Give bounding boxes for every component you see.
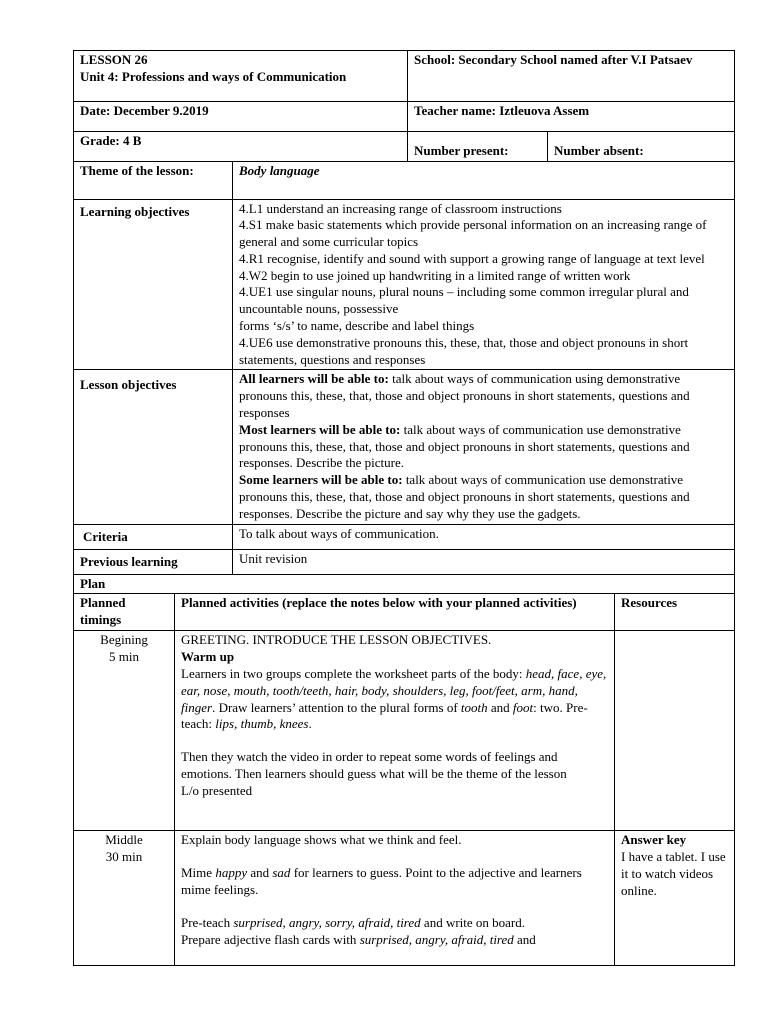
theme-label: Theme of the lesson: bbox=[80, 163, 194, 178]
absent-cell bbox=[548, 132, 735, 162]
theme-value-cell bbox=[233, 162, 735, 199]
prepare-text: Prepare adjective flash cards with surprised, angry, afraid, tired and bbox=[181, 931, 536, 947]
unit-title: Unit 4: Professions and ways of Communication bbox=[80, 68, 347, 84]
teacher-name: Teacher name: Iztleuova Assem bbox=[414, 103, 590, 118]
timings-header-label: Planned timings bbox=[80, 595, 126, 628]
objective-some bbox=[239, 472, 728, 522]
objective-all-heading: All learners will be able to: bbox=[239, 371, 389, 387]
theme-value: Body language bbox=[239, 163, 320, 178]
present-cell bbox=[408, 132, 548, 162]
learning-objective: 4.UE6 use demonstrative pronouns this, these, that, those and object pronouns in short statements, questions and responses bbox=[239, 334, 689, 367]
objective-some-heading: Some learners will be able to: bbox=[239, 472, 403, 488]
answer-key-heading: Answer key bbox=[621, 832, 687, 848]
warm-up-heading: Warm up bbox=[181, 649, 235, 665]
learning-objective: forms ‘s/s’ to name, describe and label things bbox=[239, 318, 475, 334]
objective-all bbox=[239, 371, 728, 421]
header-table bbox=[73, 50, 735, 162]
previous-learning-label-cell bbox=[74, 549, 233, 574]
resources-header-label: Resources bbox=[621, 595, 678, 611]
beginning-timing-cell bbox=[74, 631, 175, 831]
criteria-value-cell bbox=[233, 524, 735, 549]
middle-activities-cell bbox=[175, 831, 615, 966]
middle-timing-cell bbox=[74, 831, 175, 966]
lo-presented: L/o presented bbox=[181, 782, 253, 798]
warm-up-text: Learners in two groups complete the worksheet parts of the body: head, face, eye, ear, nose, mouth, tooth/teeth, hair, body, shoulders, leg, foot/feet, arm, hand, finger. Draw learners’ attention to the plural forms of tooth and foot: two. Pre-teach: lips, thumb, knees. bbox=[181, 666, 607, 732]
learning-objectives-cell bbox=[233, 199, 735, 370]
greeting: GREETING. INTRODUCE THE LESSON OBJECTIVES. bbox=[181, 632, 492, 648]
theme-label-cell bbox=[74, 162, 233, 199]
middle-stage: Middle bbox=[105, 832, 143, 848]
objective-most-text: talk about ways of communication use demonstrative pronouns this, these, that, those and object pronouns in short statements, questions and responses. Describe the picture. bbox=[239, 421, 690, 471]
previous-learning-value-cell bbox=[233, 549, 735, 574]
previous-learning-label: Previous learning bbox=[80, 553, 178, 569]
middle-duration: 30 min bbox=[105, 849, 143, 865]
beginning-resources-cell bbox=[615, 631, 735, 831]
learning-objective: 4.L1 understand an increasing range of classroom instructions bbox=[239, 200, 562, 216]
video-activity: Then they watch the video in order to repeat some words of feelings and emotions. Then learners should guess what will be the theme of the lesson bbox=[181, 749, 567, 782]
learning-objective: 4.R1 recognise, identify and sound with support a growing range of language at text level bbox=[239, 250, 705, 266]
mime-text: Mime happy and sad for learners to guess. Point to the adjective and learners mime feelings. bbox=[181, 865, 582, 898]
beginning-activities-cell bbox=[175, 631, 615, 831]
criteria-label-cell bbox=[74, 524, 233, 549]
learning-objective: 4.S1 make basic statements which provide personal information on an increasing range of general and some curricular topics bbox=[239, 217, 707, 250]
grade-cell bbox=[74, 132, 408, 162]
objective-most bbox=[239, 422, 728, 472]
grade: Grade: 4 B bbox=[80, 133, 142, 148]
lesson-objectives-label-cell bbox=[74, 370, 233, 524]
learning-objectives-label-cell bbox=[74, 199, 233, 370]
timings-header bbox=[74, 594, 175, 631]
date-cell bbox=[74, 102, 408, 132]
learning-objectives-label: Learning objectives bbox=[80, 203, 190, 219]
plan-heading-cell bbox=[74, 575, 735, 594]
objective-all-text: talk about ways of communication using demonstrative pronouns this, these, that, those and object pronouns in short statements, questions and responses bbox=[239, 371, 690, 421]
lesson-cell bbox=[74, 51, 408, 102]
activities-header bbox=[175, 594, 615, 631]
school-cell bbox=[408, 51, 735, 102]
lesson-number: LESSON 26 bbox=[80, 52, 148, 67]
objective-some-text: talk about ways of communication use demonstrative pronouns this, these, that, those and object pronouns in short statements, questions and responses. Describe the picture and say why they use the gadgets. bbox=[239, 472, 690, 521]
explain-text: Explain body language shows what we think and feel. bbox=[181, 832, 462, 848]
lesson-objectives-label: Lesson objectives bbox=[80, 377, 177, 393]
objective-most-heading: Most learners will be able to: bbox=[239, 421, 401, 437]
activities-header-label: Planned activities (replace the notes below with your planned activities) bbox=[181, 595, 577, 611]
lesson-objectives-cell bbox=[233, 370, 735, 524]
beginning-duration: 5 min bbox=[109, 649, 139, 665]
resources-header bbox=[615, 594, 735, 631]
school-name: School: Secondary School named after V.I Patsaev bbox=[414, 52, 693, 67]
criteria-label: Criteria bbox=[83, 528, 128, 544]
teacher-cell bbox=[408, 102, 735, 132]
lesson-plan-document bbox=[73, 50, 734, 966]
objectives-table bbox=[73, 162, 735, 575]
preteach-text: Pre-teach surprised, angry, sorry, afraid, tired and write on board. bbox=[181, 914, 526, 930]
number-absent: Number absent: bbox=[554, 143, 644, 159]
middle-resources-cell bbox=[615, 831, 735, 966]
plan-heading: Plan bbox=[80, 575, 106, 591]
lesson-date: Date: December 9.2019 bbox=[80, 103, 209, 118]
criteria-value: To talk about ways of communication. bbox=[239, 525, 439, 541]
learning-objective: 4.W2 begin to use joined up handwriting in a limited range of written work bbox=[239, 267, 631, 283]
plan-table bbox=[73, 575, 735, 967]
beginning-stage: Begining bbox=[100, 632, 148, 648]
learning-objective: 4.UE1 use singular nouns, plural nouns – including some common irregular plural and uncountable nouns, possessive bbox=[239, 284, 689, 317]
answer-key-text: I have a tablet. I use it to watch videos online. bbox=[621, 849, 726, 898]
number-present: Number present: bbox=[414, 143, 509, 159]
previous-learning-value: Unit revision bbox=[239, 550, 308, 566]
